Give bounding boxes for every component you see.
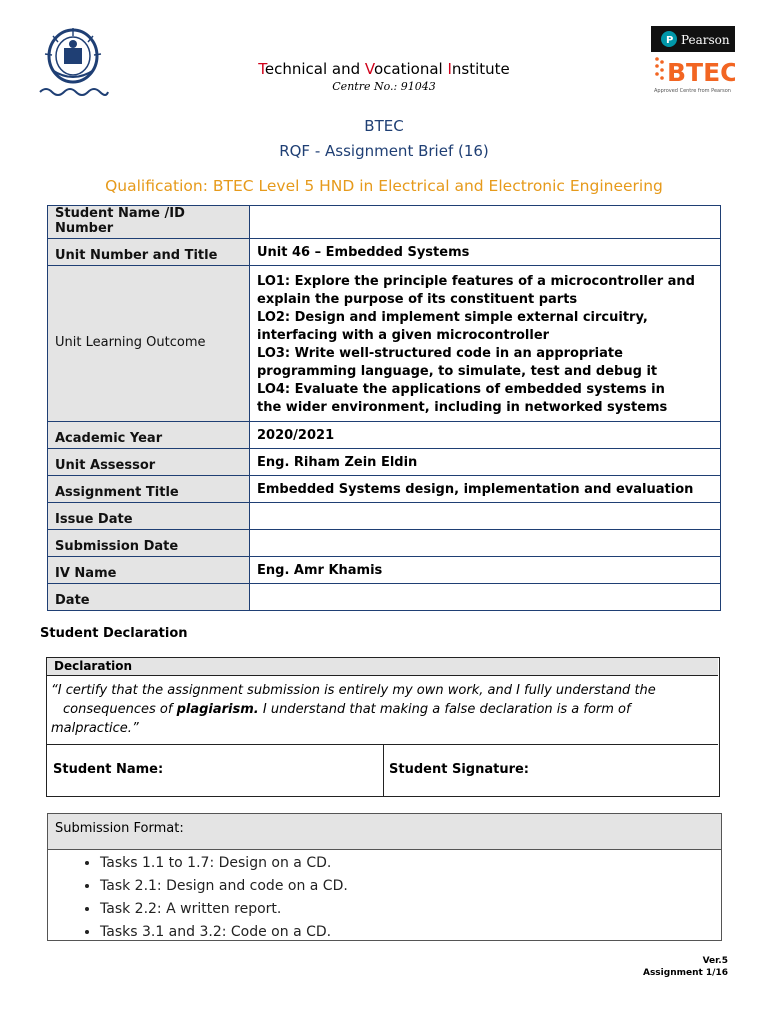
row-assignment-title — [48, 476, 721, 503]
submission-format-box — [47, 813, 722, 941]
row-learning-outcome — [48, 266, 721, 422]
declaration-text-part: I understand that making a false declaration is a form of — [258, 702, 631, 717]
declaration-line — [51, 700, 715, 719]
unit-assessor-value: Eng. Riham Zein Eldin — [250, 449, 721, 476]
outcome-line: programming language, to simulate, test and debug it — [257, 364, 658, 379]
institute-title-part: I — [447, 60, 452, 78]
unit-label: Unit Number and Title — [48, 239, 250, 266]
row-unit-assessor — [48, 449, 721, 476]
academic-year-value: 2020/2021 — [250, 422, 721, 449]
issue-date-label: Issue Date — [48, 503, 250, 530]
unit-value: Unit 46 – Embedded Systems — [250, 239, 721, 266]
student-signature-field-label[interactable]: Student Signature: — [389, 762, 529, 777]
student-name-label: Student Name /ID Number — [48, 206, 250, 239]
date-label: Date — [48, 584, 250, 611]
pearson-logo-text: Pearson — [681, 33, 730, 47]
outcome-line: LO4: Evaluate the applications of embedded systems in — [257, 382, 665, 397]
pearson-btec-logo — [651, 26, 735, 98]
declaration-text — [51, 681, 715, 738]
unit-assessor-label: Unit Assessor — [48, 449, 250, 476]
institute-title-part: nstitute — [451, 60, 510, 78]
assignment-title-label: Assignment Title — [48, 476, 250, 503]
row-issue-date — [48, 503, 721, 530]
row-iv-name — [48, 557, 721, 584]
row-student-name — [48, 206, 721, 239]
submission-format-list — [48, 852, 760, 944]
outcome-line: LO3: Write well-structured code in an appropriate — [257, 346, 623, 361]
page-number: Assignment 1/16 — [642, 968, 728, 978]
centre-number: Centre No.: 91043 — [332, 80, 436, 93]
institute-title-part: V — [364, 60, 374, 78]
outcome-line: LO1: Explore the principle features of a microcontroller and — [257, 274, 695, 289]
learning-outcome-value — [250, 266, 721, 422]
row-date — [48, 584, 721, 611]
declaration-text-part: consequences of — [63, 702, 177, 717]
approved-centre-caption: Approved Centre from Pearson — [654, 88, 731, 94]
learning-outcome-label: Unit Learning Outcome — [48, 266, 250, 422]
row-unit — [48, 239, 721, 266]
institute-title-part: echnical and — [264, 60, 365, 78]
institute-title-part: ocational — [373, 60, 448, 78]
student-declaration-heading: Student Declaration — [40, 626, 188, 641]
iv-name-value: Eng. Amr Khamis — [250, 557, 721, 584]
declaration-column-divider — [383, 744, 384, 796]
svg-text:P: P — [666, 35, 674, 46]
outcome-line: explain the purpose of its constituent parts — [257, 292, 578, 307]
iv-name-label: IV Name — [48, 557, 250, 584]
declaration-box — [46, 657, 720, 797]
outcome-line: the wider environment, including in networked systems — [257, 400, 668, 415]
academic-year-label: Academic Year — [48, 422, 250, 449]
version-label: Ver.5 — [702, 956, 728, 966]
submission-date-label: Submission Date — [48, 530, 250, 557]
list-item: • Task 2.1: Design and code on a CD. — [100, 875, 760, 898]
btec-logo-text: BTEC — [667, 58, 735, 87]
list-item: • Task 2.2: A written report. — [100, 898, 760, 921]
date-value[interactable] — [250, 584, 721, 611]
qualification-heading: Qualification: BTEC Level 5 HND in Electrical and Electronic Engineering — [105, 177, 663, 195]
student-name-value[interactable] — [250, 206, 721, 239]
submission-date-value[interactable] — [250, 530, 721, 557]
declaration-line: malpractice.” — [51, 721, 139, 736]
student-name-field-label[interactable]: Student Name: — [53, 762, 164, 777]
outcome-line: interfacing with a given microcontroller — [257, 328, 550, 343]
list-item: • Tasks 3.1 and 3.2: Code on a CD. — [100, 921, 760, 944]
declaration-line: “I certify that the assignment submission is entirely my own work, and I fully understand the — [51, 683, 656, 698]
list-item: • Tasks 1.1 to 1.7: Design on a CD. — [100, 852, 760, 875]
assignment-info-table — [47, 205, 721, 611]
issue-date-value[interactable] — [250, 503, 721, 530]
institute-title-part: T — [258, 60, 265, 78]
row-academic-year — [48, 422, 721, 449]
outcome-line: LO2: Design and implement simple external circuitry, — [257, 310, 648, 325]
row-submission-date — [48, 530, 721, 557]
submission-format-header: Submission Format: — [48, 814, 721, 850]
plagiarism-emphasis: plagiarism. — [176, 702, 259, 717]
assignment-title-value: Embedded Systems design, implementation and evaluation — [250, 476, 721, 503]
declaration-header: Declaration — [47, 658, 718, 676]
btec-heading: BTEC — [364, 117, 404, 135]
assignment-brief-heading: RQF - Assignment Brief (16) — [279, 142, 489, 160]
